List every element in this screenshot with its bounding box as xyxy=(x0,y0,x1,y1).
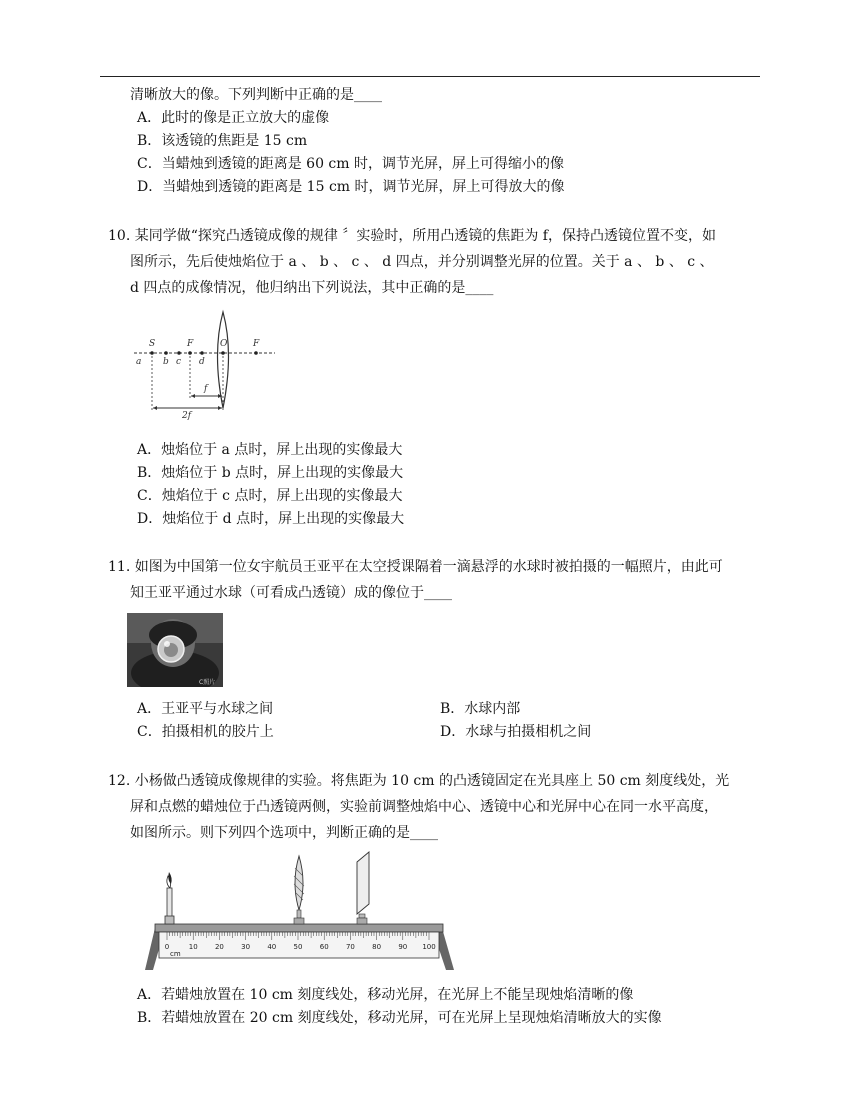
bench-top-rail xyxy=(155,924,443,932)
q10-option-a: A．烛焰位于 a 点时，屏上出现的实像最大 xyxy=(137,442,403,458)
ruler-label: 0 xyxy=(164,943,170,951)
q10-stem-line2: 图所示，先后使烛焰位于 a 、 b 、 c 、 d 四点，并分别调整光屏的位置。关于 a 、 b 、 c 、 xyxy=(130,254,714,270)
q10-stem-line1: 10. 某同学做“探究凸透镜成像的规律 〞实验时，所用凸透镜的焦距为 f，保持凸透镜位置不变，如 xyxy=(108,228,716,244)
point-b xyxy=(164,351,168,355)
label-f: f xyxy=(204,384,208,394)
q10-lens-diagram xyxy=(130,308,280,420)
point-focus-left xyxy=(188,351,192,355)
q11-option-a: A．王亚平与水球之间 xyxy=(137,701,274,717)
q10-option-c: C．烛焰位于 c 点时，屏上出现的实像最大 xyxy=(137,488,403,504)
label-F-left: F xyxy=(187,339,194,349)
ruler-label: 90 xyxy=(398,943,408,951)
label-a: a xyxy=(136,357,142,367)
q11-option-c: C．拍摄相机的胶片上 xyxy=(137,724,274,740)
point-focus-right xyxy=(254,351,258,355)
q10-option-d: D．烛焰位于 d 点时，屏上出现的实像最大 xyxy=(137,511,405,527)
ruler-label: 20 xyxy=(214,943,224,951)
point-d xyxy=(200,351,204,355)
label-2f: 2f xyxy=(182,411,192,420)
astronaut-photo xyxy=(127,613,223,687)
header-rule xyxy=(100,76,760,77)
q10-stem-line3: d 四点的成像情况，他归纳出下列说法，其中正确的是____ xyxy=(130,280,494,296)
point-a xyxy=(150,351,154,355)
q12-optical-bench xyxy=(137,848,462,973)
photo-watermark: C照片 xyxy=(199,679,216,686)
point-c xyxy=(177,351,181,355)
ruler-label: 70 xyxy=(345,943,355,951)
point-optical-center xyxy=(221,351,225,355)
label-d: d xyxy=(199,357,205,367)
label-F-right: F xyxy=(253,339,260,349)
ruler-label: 30 xyxy=(241,943,251,951)
label-O: O xyxy=(220,339,228,349)
ruler-label: 40 xyxy=(267,943,277,951)
q12-option-b: B．若蜡烛放置在 20 cm 刻度线处，移动光屏，可在光屏上呈现烛焰清晰放大的实像 xyxy=(137,1010,662,1026)
ruler-label: 80 xyxy=(372,943,382,951)
q11-option-b: B．水球内部 xyxy=(440,701,521,717)
candle xyxy=(165,872,174,924)
light-screen xyxy=(357,852,369,924)
q12-stem-line3: 如图所示。则下列四个选项中，判断正确的是____ xyxy=(130,825,438,841)
ruler-label: 50 xyxy=(293,943,303,951)
q9-option-d: D．当蜡烛到透镜的距离是 15 cm 时，调节光屏，屏上可得放大的像 xyxy=(137,179,565,195)
q11-stem-line2: 知王亚平通过水球（可看成凸透镜）成的像位于____ xyxy=(130,585,452,601)
ruler-label: 60 xyxy=(319,943,329,951)
q9-stem-tail: 清晰放大的像。下列判断中正确的是____ xyxy=(130,87,382,103)
label-S: S xyxy=(149,339,156,349)
q12-stem-line2: 屏和点燃的蜡烛位于凸透镜两侧，实验前调整烛焰中心、透镜中心和光屏中心在同一水平高度， xyxy=(130,799,718,815)
q9-option-a: A．此时的像是正立放大的虚像 xyxy=(137,110,330,126)
ruler-label: 100 xyxy=(422,943,436,951)
q9-option-b: B．该透镜的焦距是 15 cm xyxy=(137,133,308,149)
q11-option-d: D．水球与拍摄相机之间 xyxy=(440,724,592,740)
q10-option-b: B．烛焰位于 b 点时，屏上出现的实像最大 xyxy=(137,465,404,481)
label-b: b xyxy=(163,357,169,367)
ruler-unit: cm xyxy=(170,950,181,958)
q12-stem-line1: 12. 小杨做凸透镜成像规律的实验。将焦距为 10 cm 的凸透镜固定在光具座上 50 cm 刻度线处，光 xyxy=(108,773,730,789)
label-c: c xyxy=(176,357,182,367)
convex-lens-holder xyxy=(294,856,304,924)
q9-option-c: C．当蜡烛到透镜的距离是 60 cm 时，调节光屏，屏上可得缩小的像 xyxy=(137,156,564,172)
q11-stem-line1: 11. 如图为中国第一位女宇航员王亚平在太空授课隔着一滴悬浮的水球时被拍摄的一幅照片，由此可 xyxy=(108,559,723,575)
q12-option-a: A．若蜡烛放置在 10 cm 刻度线处，移动光屏，在光屏上不能呈现烛焰清晰的像 xyxy=(137,987,634,1003)
ruler-label: 10 xyxy=(188,943,198,951)
